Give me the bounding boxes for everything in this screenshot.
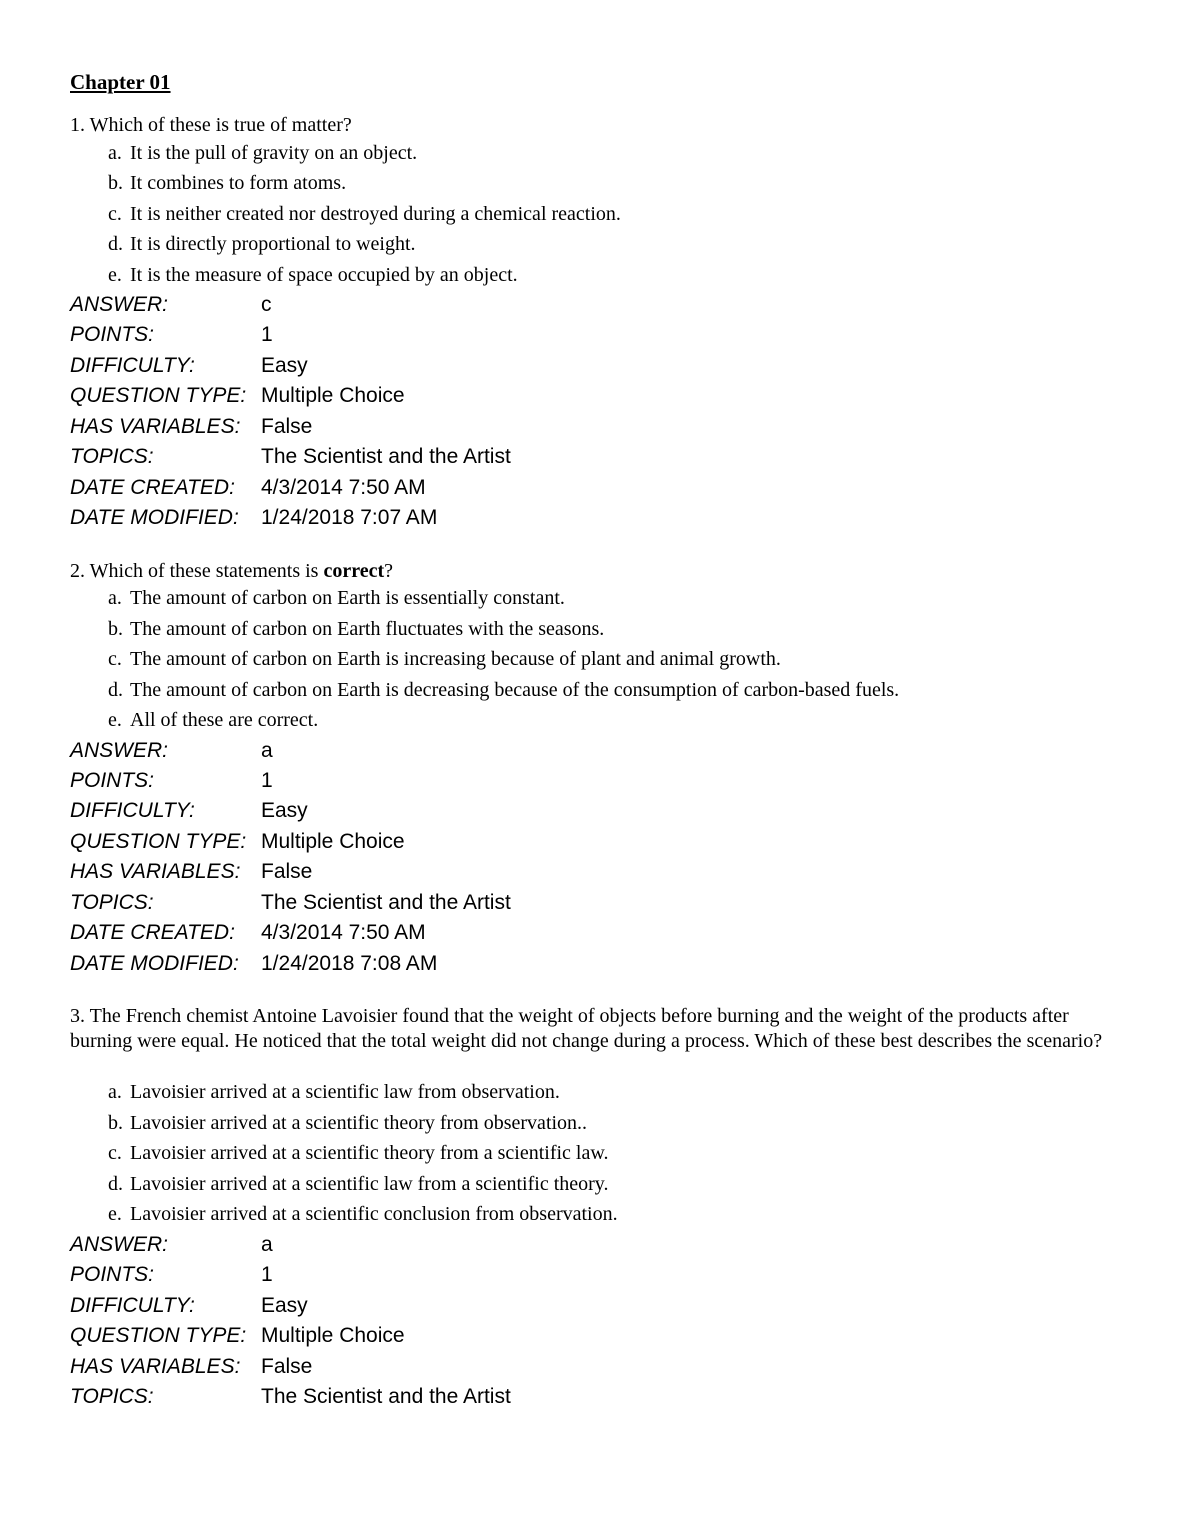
- question-1-choice-a: [108, 141, 417, 166]
- meta-label: ANSWER:: [70, 293, 169, 316]
- question-3-choice-e: [108, 1202, 618, 1227]
- question-3-choice-d: [108, 1172, 609, 1197]
- meta-value: Easy: [261, 799, 308, 822]
- meta-label: HAS VARIABLES:: [70, 415, 241, 438]
- choice-letter: d.: [108, 1173, 123, 1195]
- meta-value: Multiple Choice: [261, 1324, 405, 1347]
- meta-label: TOPICS:: [70, 445, 154, 468]
- meta-label: DATE MODIFIED:: [70, 506, 239, 529]
- chapter-title: Chapter 01: [70, 70, 171, 94]
- meta-value: 1: [261, 1263, 273, 1286]
- meta-value: 1/24/2018 7:07 AM: [261, 506, 438, 529]
- meta-value: False: [261, 860, 313, 883]
- meta-value: False: [261, 415, 313, 438]
- question-2-choice-b: [108, 617, 604, 642]
- choice-text: Lavoisier arrived at a scientific conclusion from observation.: [130, 1203, 618, 1225]
- choice-letter: e.: [108, 709, 122, 731]
- choice-text: The amount of carbon on Earth fluctuates with the seasons.: [130, 618, 605, 640]
- meta-value: Easy: [261, 354, 308, 377]
- meta-label: TOPICS:: [70, 1385, 154, 1408]
- meta-value: Multiple Choice: [261, 384, 405, 407]
- question-1-choice-b: [108, 171, 346, 196]
- meta-value: a: [261, 739, 273, 762]
- meta-value: The Scientist and the Artist: [261, 1385, 511, 1408]
- meta-label: QUESTION TYPE:: [70, 384, 247, 407]
- meta-value: The Scientist and the Artist: [261, 445, 511, 468]
- choice-letter: c.: [108, 203, 122, 225]
- question-3-choice-c: [108, 1141, 609, 1166]
- choice-letter: d.: [108, 679, 123, 701]
- meta-value: The Scientist and the Artist: [261, 891, 511, 914]
- meta-value: 1: [261, 769, 273, 792]
- meta-label: DATE CREATED:: [70, 921, 235, 944]
- choice-text: Lavoisier arrived at a scientific theory from observation..: [130, 1112, 588, 1134]
- choice-text: Lavoisier arrived at a scientific theory from a scientific law.: [130, 1142, 609, 1164]
- choice-text: The amount of carbon on Earth is essentially constant.: [130, 587, 565, 609]
- meta-value: 1: [261, 323, 273, 346]
- meta-label: DIFFICULTY:: [70, 799, 195, 822]
- question-stem-text: 1. Which of these is true of matter?: [70, 114, 352, 136]
- choice-letter: e.: [108, 1203, 122, 1225]
- question-2-choice-d: [108, 678, 899, 703]
- choice-text: All of these are correct.: [130, 709, 319, 731]
- choice-letter: b.: [108, 172, 123, 194]
- meta-label: POINTS:: [70, 1263, 155, 1286]
- meta-value: Easy: [261, 1294, 308, 1317]
- choice-text: It combines to form atoms.: [130, 172, 347, 194]
- meta-label: DIFFICULTY:: [70, 354, 195, 377]
- choice-text: The amount of carbon on Earth is increasing because of plant and animal growth.: [130, 648, 781, 670]
- choice-text: It is the measure of space occupied by an object.: [130, 264, 518, 286]
- meta-label: ANSWER:: [70, 739, 169, 762]
- choice-text: The amount of carbon on Earth is decreasing because of the consumption of carbon-based fuels.: [130, 679, 900, 701]
- meta-label: POINTS:: [70, 323, 155, 346]
- meta-value: False: [261, 1355, 313, 1378]
- choice-letter: e.: [108, 264, 122, 286]
- question-stem-text: 2. Which of these statements is: [70, 560, 324, 582]
- question-2-stem: [70, 559, 1120, 584]
- meta-label: POINTS:: [70, 769, 155, 792]
- meta-label: DATE MODIFIED:: [70, 952, 239, 975]
- question-3-stem: [70, 1004, 1120, 1054]
- choice-letter: a.: [108, 142, 122, 164]
- question-stem-bold: correct: [323, 560, 385, 582]
- question-2-choice-c: [108, 647, 781, 672]
- meta-label: HAS VARIABLES:: [70, 1355, 241, 1378]
- question-1-choice-e: [108, 263, 518, 288]
- choice-letter: a.: [108, 587, 122, 609]
- meta-label: DIFFICULTY:: [70, 1294, 195, 1317]
- meta-label: HAS VARIABLES:: [70, 860, 241, 883]
- question-1-choice-d: [108, 232, 416, 257]
- meta-value: a: [261, 1233, 273, 1256]
- choice-text: It is directly proportional to weight.: [130, 233, 416, 255]
- choice-text: It is neither created nor destroyed during a chemical reaction.: [130, 203, 621, 225]
- meta-value: c: [261, 293, 272, 316]
- question-3-choice-b: [108, 1111, 587, 1136]
- choice-text: Lavoisier arrived at a scientific law from a scientific theory.: [130, 1173, 609, 1195]
- meta-value: 4/3/2014 7:50 AM: [261, 921, 426, 944]
- question-2-choice-e: [108, 708, 318, 733]
- choice-letter: a.: [108, 1081, 122, 1103]
- meta-label: QUESTION TYPE:: [70, 1324, 247, 1347]
- choice-letter: c.: [108, 648, 122, 670]
- question-3-choice-a: [108, 1080, 560, 1105]
- question-1-stem: [70, 113, 1120, 138]
- meta-label: QUESTION TYPE:: [70, 830, 247, 853]
- question-stem-suffix: ?: [384, 560, 394, 582]
- question-2-choice-a: [108, 586, 565, 611]
- meta-value: Multiple Choice: [261, 830, 405, 853]
- choice-letter: d.: [108, 233, 123, 255]
- meta-label: TOPICS:: [70, 891, 154, 914]
- question-stem-text: 3. The French chemist Antoine Lavoisier found that the weight of objects before burning and the weight of the products after burning were equal. He noticed that the total weight did not change during a process. Which of these best describes the scenario?: [70, 1005, 1103, 1052]
- choice-letter: b.: [108, 1112, 123, 1134]
- meta-label: ANSWER:: [70, 1233, 169, 1256]
- choice-text: It is the pull of gravity on an object.: [130, 142, 418, 164]
- choice-text: Lavoisier arrived at a scientific law from observation.: [130, 1081, 560, 1103]
- meta-value: 1/24/2018 7:08 AM: [261, 952, 438, 975]
- question-1-choice-c: [108, 202, 621, 227]
- choice-letter: b.: [108, 618, 123, 640]
- choice-letter: c.: [108, 1142, 122, 1164]
- meta-label: DATE CREATED:: [70, 476, 235, 499]
- meta-value: 4/3/2014 7:50 AM: [261, 476, 426, 499]
